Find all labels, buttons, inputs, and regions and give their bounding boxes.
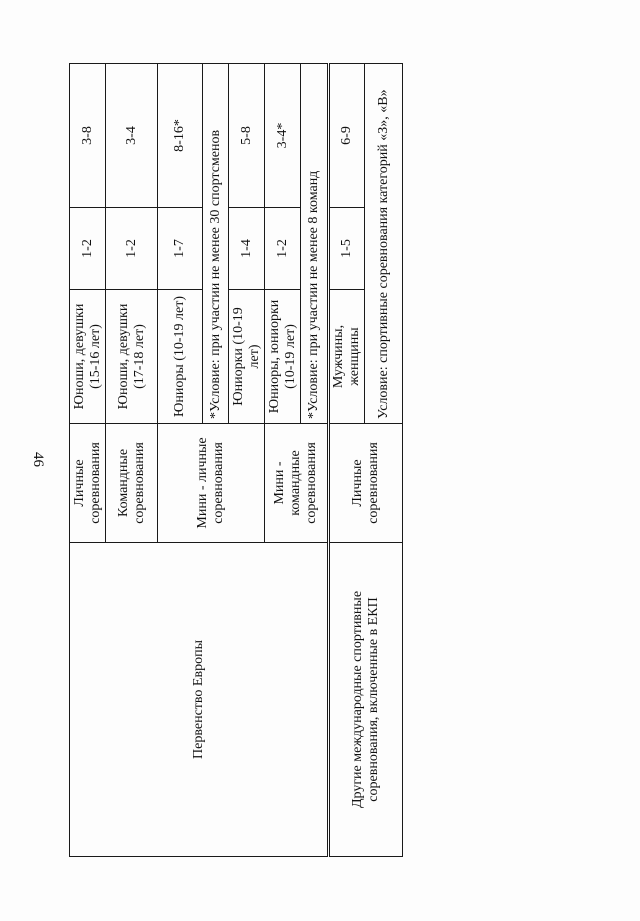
condition-note: *Условие: при участии не менее 8 команд (301, 64, 329, 424)
places-second: 3-4 (106, 64, 158, 208)
age-group: Юноши, девушки (15-16 лет) (70, 290, 106, 424)
competition-type: Мини - командные соревнования (265, 424, 329, 543)
places-second: 8-16* (158, 64, 203, 208)
places-second: 3-4* (265, 64, 301, 208)
places-first: 1-2 (106, 208, 158, 290)
age-group: Мужчины, женщины (329, 290, 365, 424)
table-row (329, 64, 365, 857)
places-second: 6-9 (329, 64, 365, 208)
places-first: 1-2 (265, 208, 301, 290)
places-first: 1-5 (329, 208, 365, 290)
age-group: Юноши, девушки (17-18 лет) (106, 290, 158, 424)
age-group: Юниоры (10-19 лет) (158, 290, 203, 424)
competition-name: Другие международные спортивные соревнования, включенные в ЕКП (329, 543, 403, 857)
condition-note: Условие: спортивные соревнования категорий «З», «В» (365, 64, 403, 424)
competition-name: Первенство Европы (70, 543, 329, 857)
age-group: Юниоры, юниорки (10-19 лет) (265, 290, 301, 424)
places-second: 3-8 (70, 64, 106, 208)
table-row (70, 64, 106, 857)
places-first: 1-4 (229, 208, 265, 290)
page-number: 46 (30, 452, 46, 467)
competition-type: Командные соревнования (106, 424, 158, 543)
competition-type: Личные соревнования (329, 424, 403, 543)
rotated-table-wrapper (69, 64, 390, 857)
competition-type: Личные соревнования (70, 424, 106, 543)
competition-table (69, 63, 403, 857)
competition-type: Мини - личные соревнования (158, 424, 265, 543)
places-first: 1-2 (70, 208, 106, 290)
age-group: Юниорки (10-19 лет) (229, 290, 265, 424)
places-second: 5-8 (229, 64, 265, 208)
places-first: 1-7 (158, 208, 203, 290)
condition-note: *Условие: при участии не менее 30 спортсменов (203, 64, 229, 424)
